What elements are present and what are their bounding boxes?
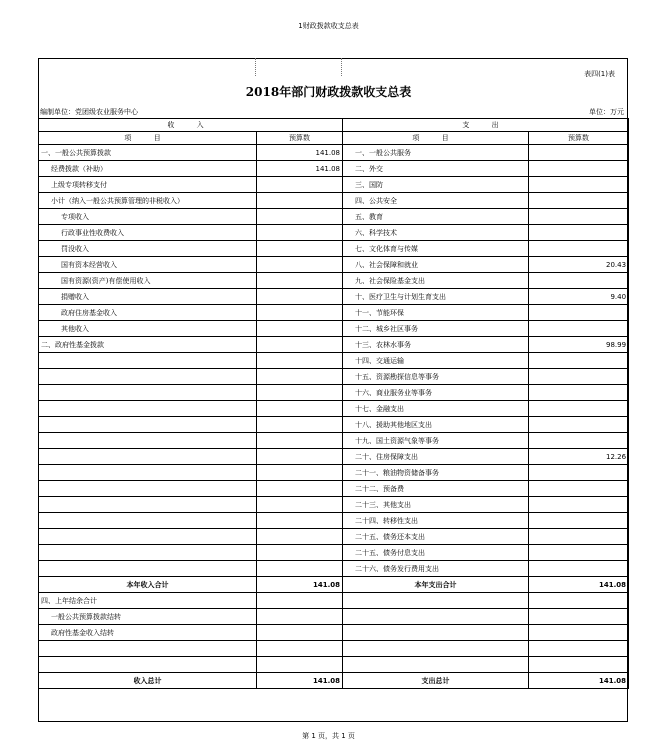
income-value: [257, 401, 343, 417]
table-row: [39, 193, 629, 209]
table-row: [39, 225, 629, 241]
income-budget-header: 预算数: [257, 132, 343, 145]
grand-income-total-value: 141.08: [257, 673, 343, 689]
expense-item: 二十三、其他支出: [343, 497, 529, 513]
expense-item: 十三、农林水事务: [343, 337, 529, 353]
income-item: [39, 497, 257, 513]
income-item: [39, 401, 257, 417]
table-row: [39, 241, 629, 257]
income-item: 专项收入: [39, 209, 257, 225]
unit-row: [40, 107, 626, 117]
page-footer: 第 1 页，共 1 页: [302, 732, 355, 740]
income-value: [257, 353, 343, 369]
table-row: [39, 545, 629, 561]
income-section-header: 收 入: [39, 119, 343, 132]
carry-item: [39, 641, 257, 657]
income-value: [257, 545, 343, 561]
income-item: 行政事业性收费收入: [39, 225, 257, 241]
page-title: 2018年部门财政拨款收支总表: [245, 85, 412, 99]
income-value: [257, 337, 343, 353]
income-value: [257, 241, 343, 257]
income-item: 一、一般公共预算拨款: [39, 145, 257, 161]
table-row: [39, 145, 629, 161]
carry-value: [257, 657, 343, 673]
expense-value: [529, 481, 629, 497]
expense-item: 九、社会保险基金支出: [343, 273, 529, 289]
income-value: [257, 449, 343, 465]
income-value: [257, 289, 343, 305]
expense-value: [529, 465, 629, 481]
year-expense-total-label: 本年支出合计: [343, 577, 529, 593]
expense-value: [529, 401, 629, 417]
income-item: [39, 481, 257, 497]
table-row: [39, 497, 629, 513]
carry-expense-item: [343, 657, 529, 673]
table-row: [39, 289, 629, 305]
carry-value: [257, 625, 343, 641]
expense-value: [529, 177, 629, 193]
income-item: 其他收入: [39, 321, 257, 337]
year-income-total-value: 141.08: [257, 577, 343, 593]
income-value: 141.08: [257, 145, 343, 161]
income-value: [257, 465, 343, 481]
expense-item: 十九、国土资源气象等事务: [343, 433, 529, 449]
expense-item: 二十五、债务付息支出: [343, 545, 529, 561]
expense-item: 三、国防: [343, 177, 529, 193]
table-number: 表四(1)表: [584, 70, 615, 78]
table-row: [39, 481, 629, 497]
carry-expense-item: [343, 609, 529, 625]
income-value: 141.08: [257, 161, 343, 177]
expense-value: [529, 209, 629, 225]
carry-expense-value: [529, 593, 629, 609]
table-row: [39, 177, 629, 193]
expense-value: 20.43: [529, 257, 629, 273]
income-value: [257, 305, 343, 321]
currency-unit: 单位：万元: [589, 108, 624, 116]
income-item: [39, 353, 257, 369]
income-item: [39, 561, 257, 577]
income-item: [39, 545, 257, 561]
table-row: [39, 321, 629, 337]
income-value: [257, 385, 343, 401]
carry-value: [257, 609, 343, 625]
income-value: [257, 193, 343, 209]
expense-item: 五、教育: [343, 209, 529, 225]
carry-row: [39, 609, 629, 625]
carry-row: [39, 657, 629, 673]
expense-item: 六、科学技术: [343, 225, 529, 241]
table-row: [39, 417, 629, 433]
table-row: [39, 273, 629, 289]
expense-value: [529, 529, 629, 545]
expense-item: 十、医疗卫生与计划生育支出: [343, 289, 529, 305]
income-item: 上级专项转移支付: [39, 177, 257, 193]
income-item: 政府住房基金收入: [39, 305, 257, 321]
income-item: 经费拨款（补助）: [39, 161, 257, 177]
expense-section-header: 支 出: [343, 119, 629, 132]
year-total-row: [39, 577, 629, 593]
carry-item: 四、上年结余合计: [39, 593, 257, 609]
year-expense-total-value: 141.08: [529, 577, 629, 593]
expense-value: [529, 433, 629, 449]
expense-item: 二、外交: [343, 161, 529, 177]
expense-item: 十六、商业服务业等事务: [343, 385, 529, 401]
income-value: [257, 257, 343, 273]
expense-value: [529, 545, 629, 561]
income-item: 二、政府性基金拨款: [39, 337, 257, 353]
expense-value: [529, 369, 629, 385]
expense-item: 二十、住房保障支出: [343, 449, 529, 465]
expense-value: [529, 513, 629, 529]
grand-total-row: [39, 673, 629, 689]
expense-value: [529, 561, 629, 577]
table-row: [39, 513, 629, 529]
income-item: [39, 433, 257, 449]
compiling-unit: 编制单位：党团级农业服务中心: [40, 108, 138, 116]
expense-value: [529, 321, 629, 337]
page-header: 1财政拨款收支总表: [298, 22, 359, 30]
income-value: [257, 321, 343, 337]
carry-expense-value: [529, 625, 629, 641]
expense-item: 十七、金融支出: [343, 401, 529, 417]
expense-item-header: 项 目: [343, 132, 529, 145]
income-item: [39, 449, 257, 465]
expense-item: 十八、援助其他地区支出: [343, 417, 529, 433]
expense-budget-header: 预算数: [529, 132, 629, 145]
table-row: [39, 449, 629, 465]
grand-expense-total-value: 141.08: [529, 673, 629, 689]
carry-row: [39, 625, 629, 641]
expense-item: 十五、资源勘探信息等事务: [343, 369, 529, 385]
expense-value: [529, 241, 629, 257]
income-value: [257, 225, 343, 241]
carry-row: [39, 641, 629, 657]
expense-value: [529, 145, 629, 161]
income-item: [39, 385, 257, 401]
expense-item: 二十五、债务还本支出: [343, 529, 529, 545]
table-row: [39, 353, 629, 369]
expense-item: 四、公共安全: [343, 193, 529, 209]
expense-item: 二十四、转移性支出: [343, 513, 529, 529]
expense-item: 十一、节能环保: [343, 305, 529, 321]
expense-value: 12.26: [529, 449, 629, 465]
expense-value: [529, 161, 629, 177]
income-value: [257, 497, 343, 513]
income-item: [39, 369, 257, 385]
grand-expense-total-label: 支出总计: [343, 673, 529, 689]
expense-item: 十四、交通运输: [343, 353, 529, 369]
expense-item: 一、一般公共服务: [343, 145, 529, 161]
carry-item: 一般公共预算拨款结转: [39, 609, 257, 625]
income-item-header: 项 目: [39, 132, 257, 145]
expense-value: [529, 497, 629, 513]
table-row: [39, 385, 629, 401]
carry-value: [257, 641, 343, 657]
grand-income-total-label: 收入总计: [39, 673, 257, 689]
income-item: [39, 465, 257, 481]
table-row: [39, 561, 629, 577]
carry-value: [257, 593, 343, 609]
carry-expense-item: [343, 625, 529, 641]
carry-expense-item: [343, 641, 529, 657]
income-item: 捐赠收入: [39, 289, 257, 305]
income-value: [257, 433, 343, 449]
expense-value: [529, 305, 629, 321]
carry-item: [39, 657, 257, 673]
expense-value: 98.99: [529, 337, 629, 353]
expense-value: [529, 273, 629, 289]
carry-expense-value: [529, 657, 629, 673]
expense-value: [529, 353, 629, 369]
income-item: 国有资本经营收入: [39, 257, 257, 273]
expense-value: [529, 225, 629, 241]
income-item: [39, 513, 257, 529]
income-value: [257, 417, 343, 433]
table-row: [39, 209, 629, 225]
budget-table: [38, 118, 629, 689]
income-value: [257, 481, 343, 497]
table-row: [39, 433, 629, 449]
income-value: [257, 529, 343, 545]
table-row: [39, 369, 629, 385]
carry-expense-value: [529, 641, 629, 657]
blank-top-row: [38, 58, 628, 76]
table-row: [39, 337, 629, 353]
expense-item: 十二、城乡社区事务: [343, 321, 529, 337]
income-item: [39, 417, 257, 433]
carry-expense-value: [529, 609, 629, 625]
expense-item: 八、社会保障和就业: [343, 257, 529, 273]
expense-item: 二十一、粮油物资储备事务: [343, 465, 529, 481]
expense-item: 七、文化体育与传媒: [343, 241, 529, 257]
expense-item: 二十六、债务发行费用支出: [343, 561, 529, 577]
carry-expense-item: [343, 593, 529, 609]
income-value: [257, 561, 343, 577]
year-income-total-label: 本年收入合计: [39, 577, 257, 593]
income-value: [257, 513, 343, 529]
income-item: 国有资源(资产)有偿使用收入: [39, 273, 257, 289]
table-row: [39, 465, 629, 481]
carry-row: [39, 593, 629, 609]
income-value: [257, 209, 343, 225]
expense-value: 9.40: [529, 289, 629, 305]
table-row: [39, 257, 629, 273]
table-row: [39, 401, 629, 417]
expense-value: [529, 385, 629, 401]
expense-value: [529, 193, 629, 209]
carry-item: 政府性基金收入结转: [39, 625, 257, 641]
table-row: [39, 529, 629, 545]
income-item: 罚没收入: [39, 241, 257, 257]
income-item: 小计（纳入一般公共预算管理的非税收入）: [39, 193, 257, 209]
income-value: [257, 273, 343, 289]
income-value: [257, 369, 343, 385]
table-row: [39, 305, 629, 321]
income-value: [257, 177, 343, 193]
income-item: [39, 529, 257, 545]
expense-value: [529, 417, 629, 433]
expense-item: 二十二、预备费: [343, 481, 529, 497]
table-row: [39, 161, 629, 177]
